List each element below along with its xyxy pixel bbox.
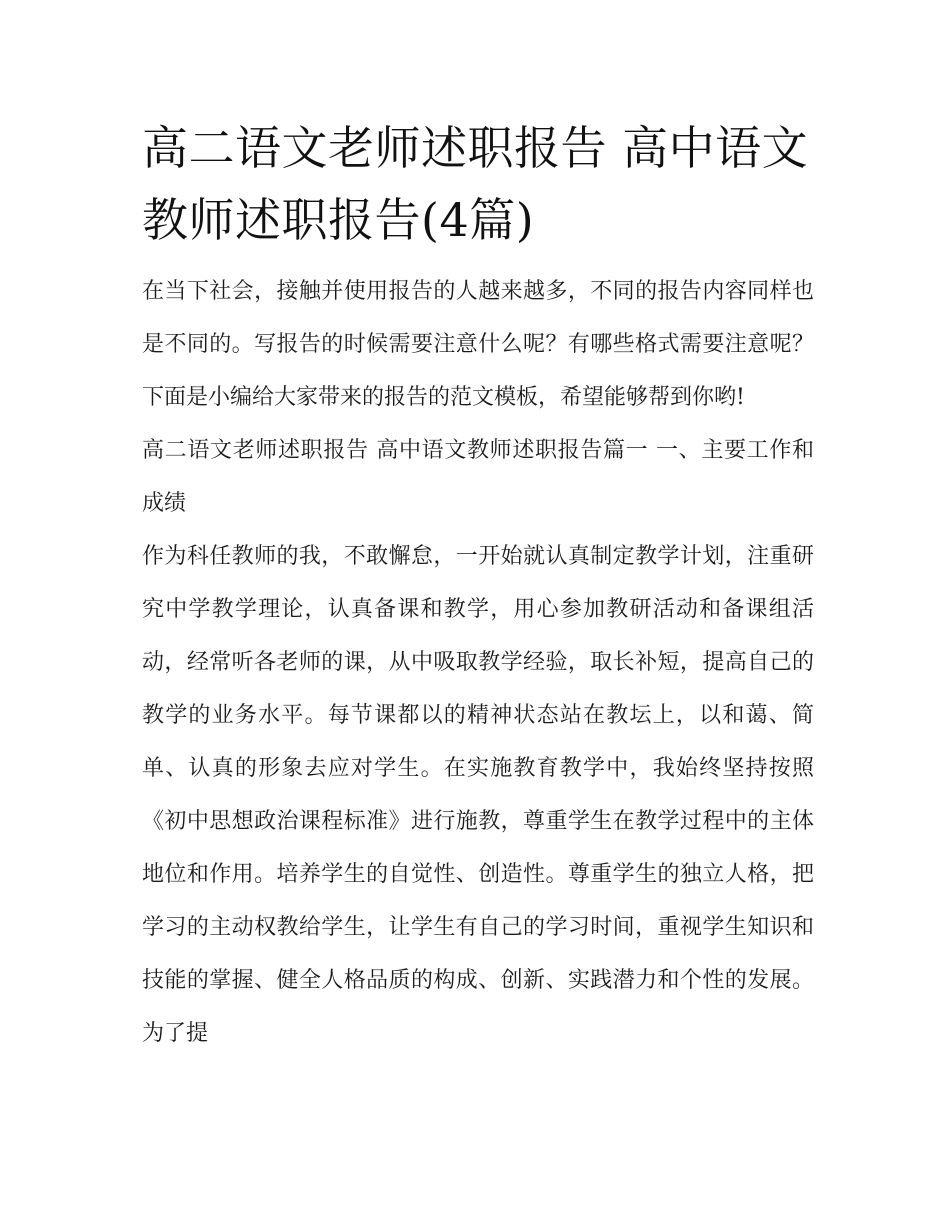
intro-paragraph: 在当下社会，接触并使用报告的人越来越多，不同的报告内容同样也是不同的。写报告的时候需要注意什么呢？有哪些格式需要注意呢？下面是小编给大家带来的报告的范文模板，希望能够帮到你哟!: [142, 279, 814, 410]
document-body: [142, 112, 814, 1060]
document-title: 高二语文老师述职报告 高中语文教师述职报告(4篇): [142, 121, 809, 247]
body-paragraph: 作为科任教师的我，不敢懈怠，一开始就认真制定教学计划，注重研究中学教学理论，认真备课和教学，用心参加教研活动和备课组活动，经常听各老师的课，从中吸取教学经验，取长补短，提高自己的教学的业务水平。每节课都以的精神状态站在教坛上，以和蔼、简单、认真的形象去应对学生。在实施教育教学中，我始终坚持按照《初中思想政治课程标准》进行施教，尊重学生在教学过程中的主体地位和作用。培养学生的自觉性、创造性。尊重学生的独立人格，把学习的主动权教给学生，让学生有自己的学习时间，重视学生知识和技能的掌握、健全人格品质的构成、创新、实践潜力和个性的发展。为了提: [142, 544, 814, 1046]
section-heading-paragraph: 高二语文老师述职报告 高中语文教师述职报告篇一 一、主要工作和成绩: [142, 438, 814, 516]
